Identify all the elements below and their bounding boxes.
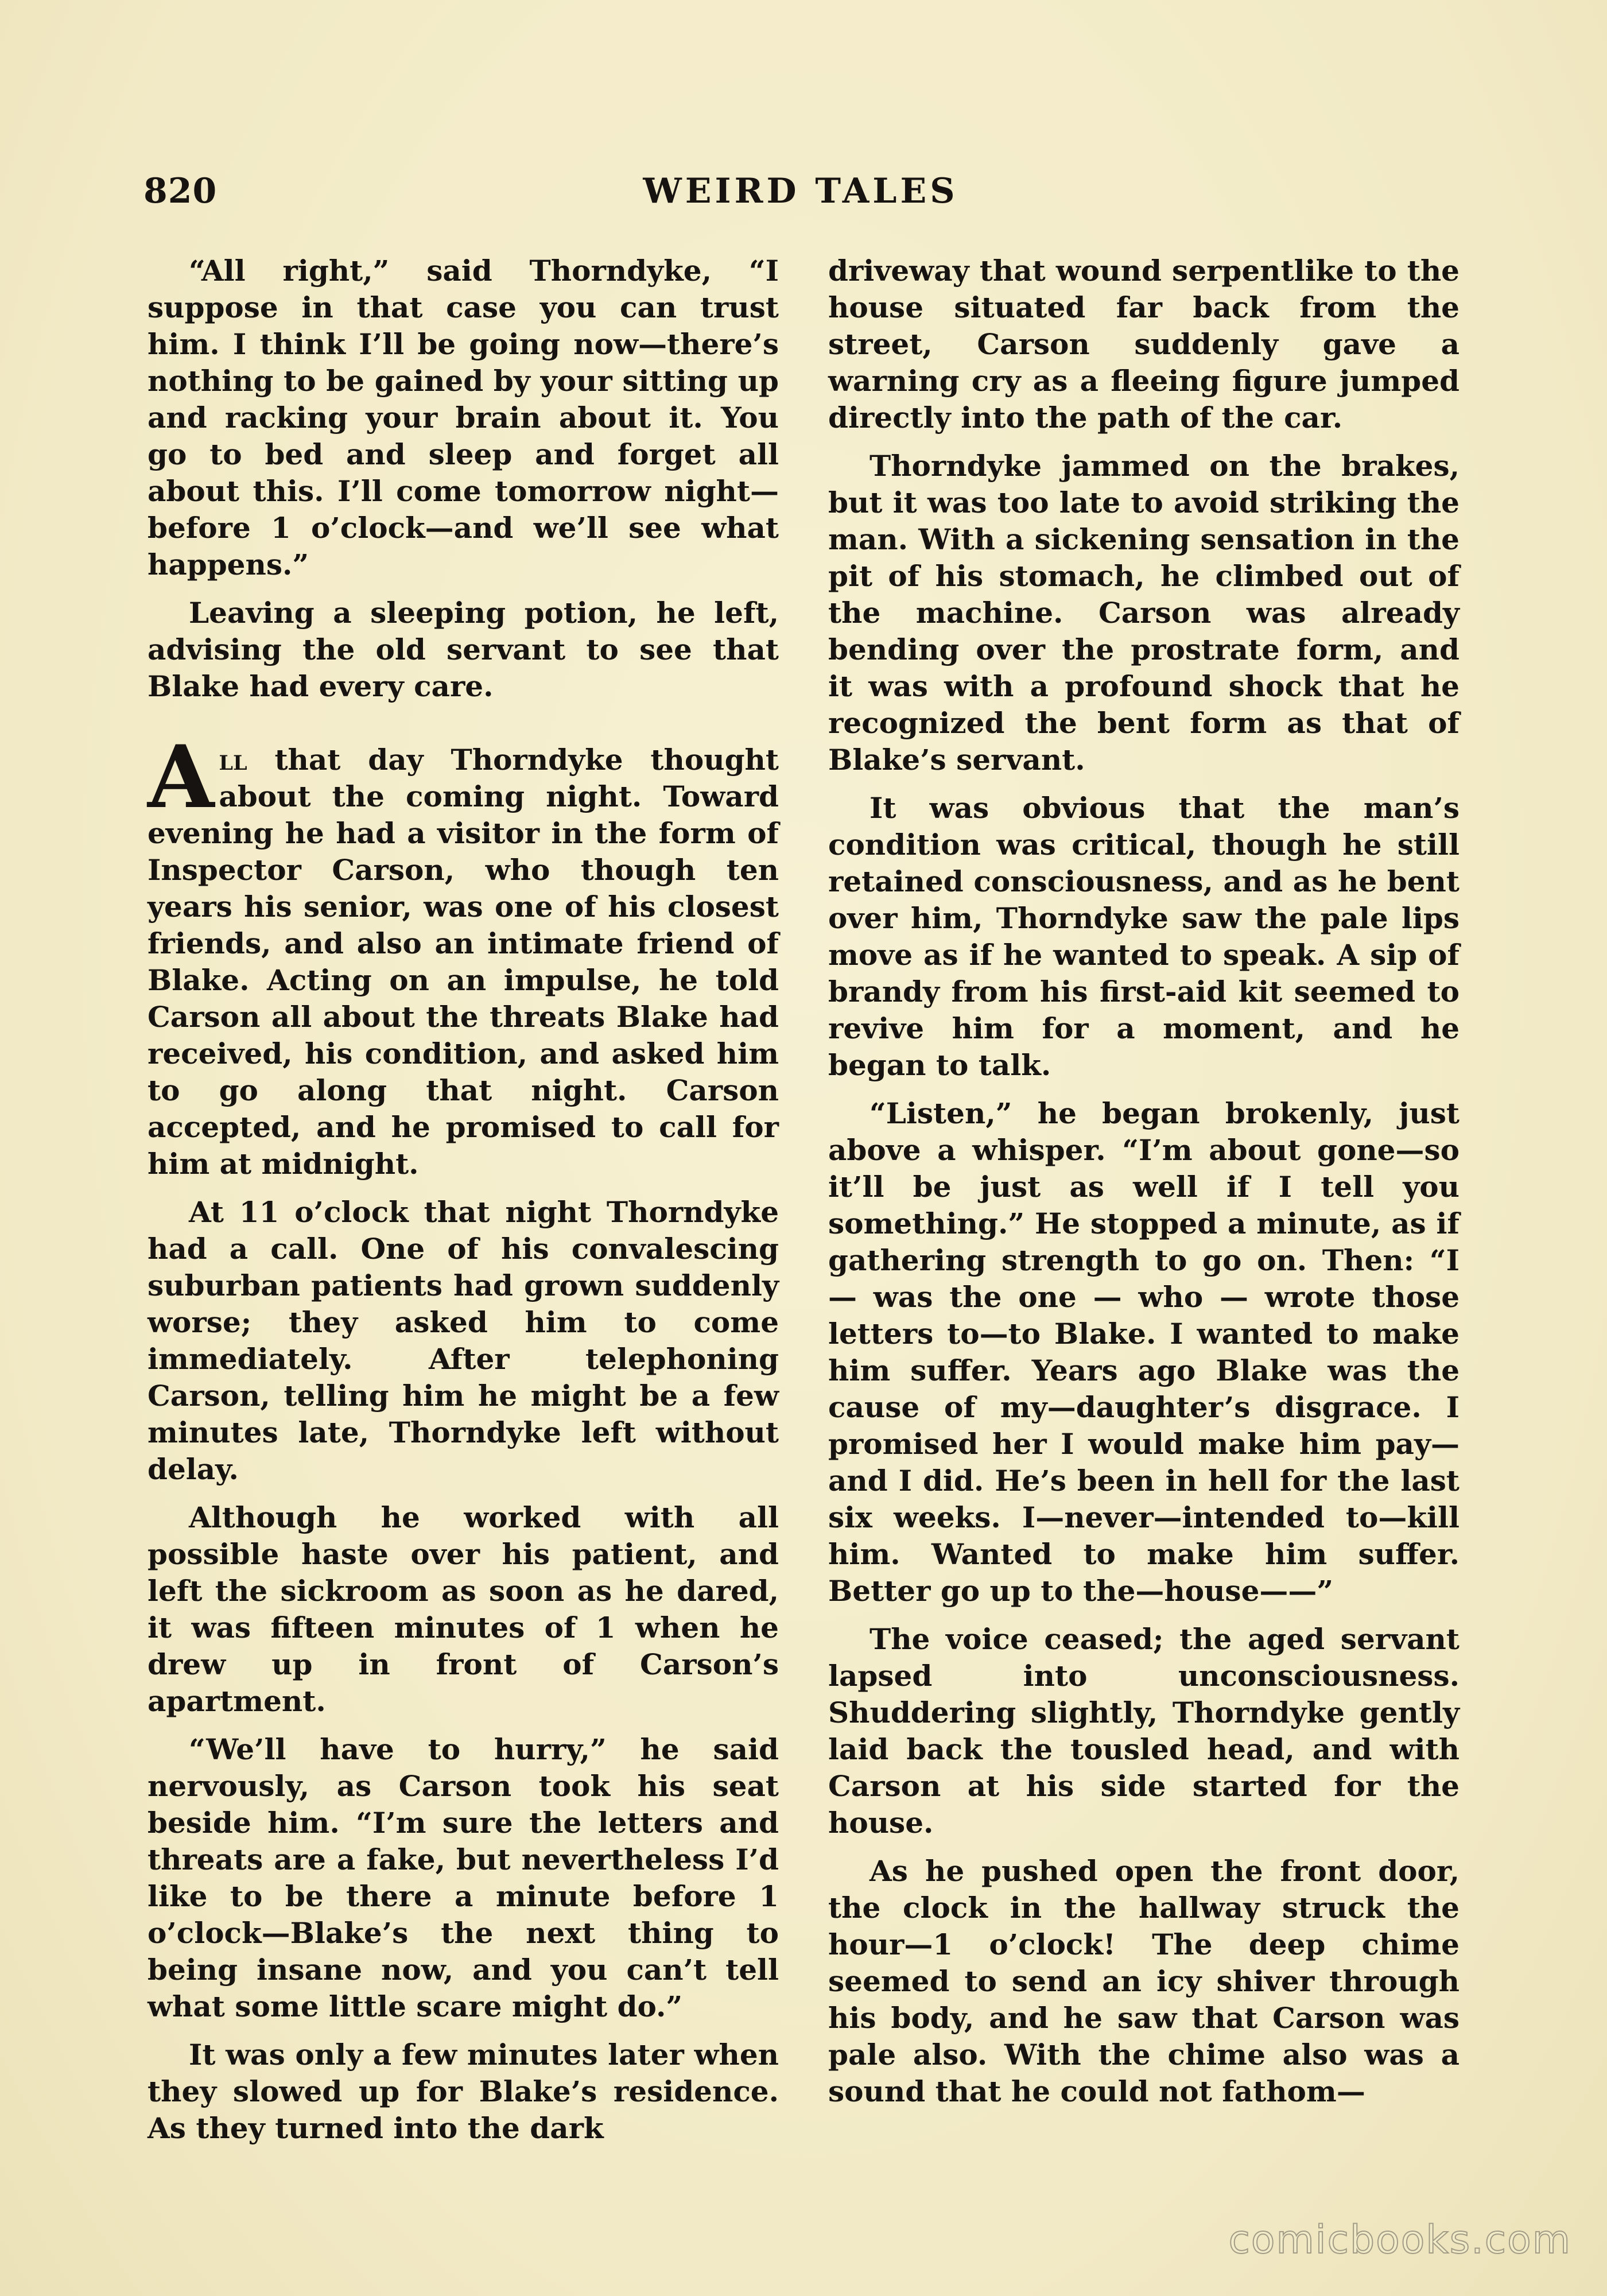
paragraph: It was obvious that the man’s condition was critical, though he still retained consciousness, and as he bent over him, Thorndyke saw the pale lips move as if he wanted to speak. A sip of brandy from his first-aid kit seemed to revive him for a moment, and he began to talk. bbox=[828, 791, 1460, 1082]
paragraph: The voice ceased; the aged servant lapsed into unconsciousness. Shuddering slightly, Thorndyke gently laid back the tousled head, and with Carson at his side started for the house. bbox=[828, 1622, 1460, 1840]
paragraph: At 11 o’clock that night Thorndyke had a call. One of his convalescing suburban patients had grown suddenly worse; they asked him to come immediately. After telephoning Carson, telling him he might be a few minutes late, Thorndyke left without delay. bbox=[147, 1195, 779, 1486]
page-number: 820 bbox=[143, 171, 218, 211]
left-column bbox=[147, 253, 779, 2158]
paragraph: Although he worked with all possible haste over his patient, and left the sickroom as soon as he dared, it was fifteen minutes of 1 when he drew up in front of Carson’s apartment. bbox=[147, 1500, 779, 1718]
drop-cap: A bbox=[147, 727, 215, 828]
watermark: comicbooks.com bbox=[1228, 2217, 1571, 2263]
right-column bbox=[828, 253, 1460, 2122]
paragraph: As he pushed open the front door, the clock in the hallway struck the hour—1 o’clock! The deep chime seemed to send an icy shiver through his body, and he saw that Carson was pale also. With the chime also was a sound that he could not fathom— bbox=[828, 1854, 1460, 2108]
paragraph: “Listen,” he began brokenly, just above a whisper. “I’m about gone—so it’ll be just as well if I tell you something.” He stopped a minute, as if gathering strength to go on. Then: “I — was the one — who — wrote those letters to—to Blake. I wanted to make him suffer. Years ago Blake was the cause of my—daughter’s disgrace. I promised her I would make him pay—and I did. He’s been in hell for the last six weeks. I—never—intended to—kill him. Wanted to make him suffer. Better go up to the—house——” bbox=[828, 1096, 1460, 1608]
paragraph: “All right,” said Thorndyke, “I suppose in that case you can trust him. I think I’ll be going now—there’s nothing to be gained by your sitting up and racking your brain about it. You go to bed and sleep and forget all about this. I’ll come tomorrow night—before 1 o’clock—and we’ll see what happens.” bbox=[147, 254, 779, 581]
paragraph-text: that day Thorndyke thought about the coming night. Toward evening he had a visitor in the form of Inspector Carson, who though ten years his senior, was one of his closest friends, and also an intimate friend of Blake. Acting on an impulse, he told Carson all about the threats Blake had received, his condition, and asked him to go along that night. Carson accepted, and he promised to call for him at midnight. bbox=[147, 743, 779, 1181]
small-caps-lead: ll bbox=[219, 743, 247, 777]
paragraph: Thorndyke jammed on the brakes, but it was too late to avoid striking the man. With a sickening sensation in the pit of his stomach, he climbed out of the machine. Carson was already bending over the prostrate form, and it was with a profound shock that he recognized the bent form as that of Blake’s servant. bbox=[828, 449, 1460, 777]
paragraph: “We’ll have to hurry,” he said nervously, as Carson took his seat beside him. “I’m sure the letters and threats are a fake, but nevertheless I’d like to be there a minute before 1 o’clock—Blake’s the next thing to being insane now, and you can’t tell what some little scare might do.” bbox=[147, 1732, 779, 2023]
section-opening-paragraph bbox=[147, 727, 779, 1182]
paragraph: It was only a few minutes later when they slowed up for Blake’s residence. As they turned into the dark bbox=[147, 2038, 779, 2145]
paragraph: Leaving a sleeping potion, he left, advising the old servant to see that Blake had every care. bbox=[147, 596, 779, 703]
paragraph: driveway that wound serpentlike to the house situated far back from the street, Carson suddenly gave a warning cry as a fleeing figure jumped directly into the path of the car. bbox=[828, 254, 1460, 435]
page-header bbox=[143, 171, 1458, 217]
running-head: WEIRD TALES bbox=[643, 171, 958, 211]
